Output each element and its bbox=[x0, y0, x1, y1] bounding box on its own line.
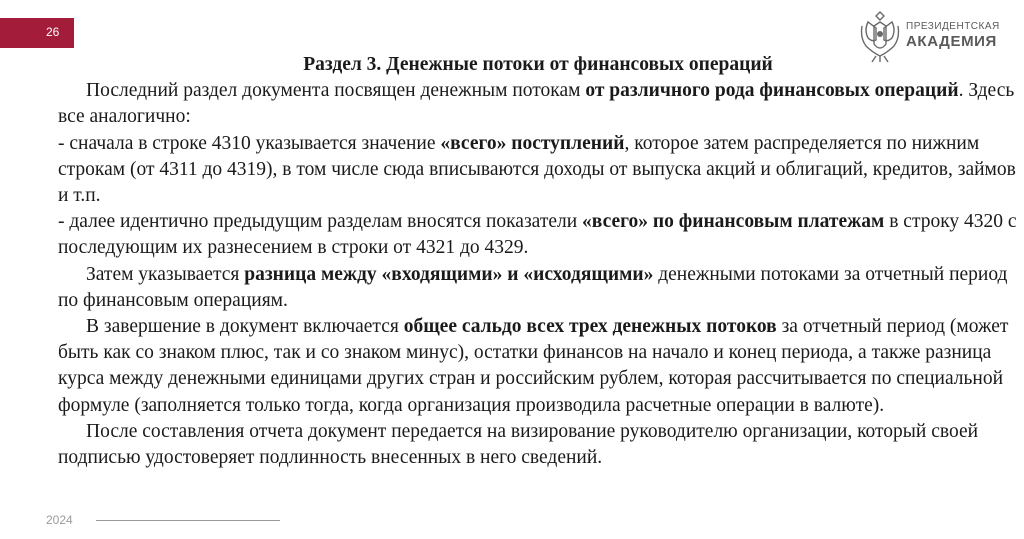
footer-divider bbox=[96, 520, 280, 521]
paragraph bbox=[58, 131, 1018, 210]
bold-text-run: «всего» поступлений bbox=[440, 132, 625, 154]
text-run: в строку 4320 с последующим их разнесением в строки от 4321 до 4329. bbox=[58, 211, 1017, 259]
text-run: Последний раздел документа посвящен денежным потокам bbox=[86, 80, 586, 102]
slide-number-bar bbox=[0, 18, 74, 48]
bold-text-run: от различного рода финансовых операций bbox=[585, 80, 959, 102]
slide-number: 26 bbox=[46, 25, 60, 39]
logo-line-2: АКАДЕМИЯ bbox=[906, 33, 997, 50]
text-run: за отчетный период (может быть как со знаком плюс, так и со знаком минус), остатки финансов на начало и конец периода, а также разница курса между денежными единицами других стран и российским рублем, которая рассчитывается по специальной формуле (заполняется только тогда, когда организация производила расчетные операции в валюте). bbox=[58, 316, 1009, 416]
footer-year: 2024 bbox=[46, 513, 73, 527]
paragraph bbox=[58, 209, 1018, 261]
text-run: Затем указывается bbox=[86, 263, 245, 285]
paragraph bbox=[58, 419, 1018, 471]
paragraph bbox=[58, 262, 1018, 314]
bold-text-run: разница между «входящими» и «исходящими» bbox=[244, 263, 654, 285]
text-run: После составления отчета документ передается на визирование руководителю организации, который своей подписью удостоверяет подлинность внесенных в него сведений. bbox=[58, 420, 979, 469]
text-run: В завершение в документ включается bbox=[86, 316, 404, 338]
slide-content bbox=[58, 52, 1018, 471]
text-run: - далее идентично предыдущим разделам вносятся показатели bbox=[58, 211, 583, 233]
bold-text-run: общее сальдо всех трех денежных потоков bbox=[403, 316, 777, 338]
logo-text bbox=[906, 22, 1000, 49]
text-run: , которое затем распределяется по нижним строкам (от 4311 до 4319), в том числе сюда вписываются доходы от выпуска акций и облигаций, кредитов, займов и т.п. bbox=[58, 132, 1016, 207]
paragraph bbox=[58, 78, 1018, 130]
slide-title: Раздел 3. Денежные потоки от финансовых операций bbox=[303, 54, 773, 75]
logo-line-1: ПРЕЗИДЕНТСКАЯ bbox=[906, 21, 1000, 32]
bold-text-run: «всего» по финансовым платежам bbox=[582, 211, 885, 233]
text-run: денежными потоками за отчетный период по финансовым операциям. bbox=[58, 263, 1008, 311]
paragraph bbox=[58, 314, 1018, 419]
text-run: - сначала в строке 4310 указывается значение bbox=[58, 132, 441, 154]
text-run: . Здесь все аналогично: bbox=[58, 80, 1015, 128]
paragraphs bbox=[58, 78, 1018, 471]
